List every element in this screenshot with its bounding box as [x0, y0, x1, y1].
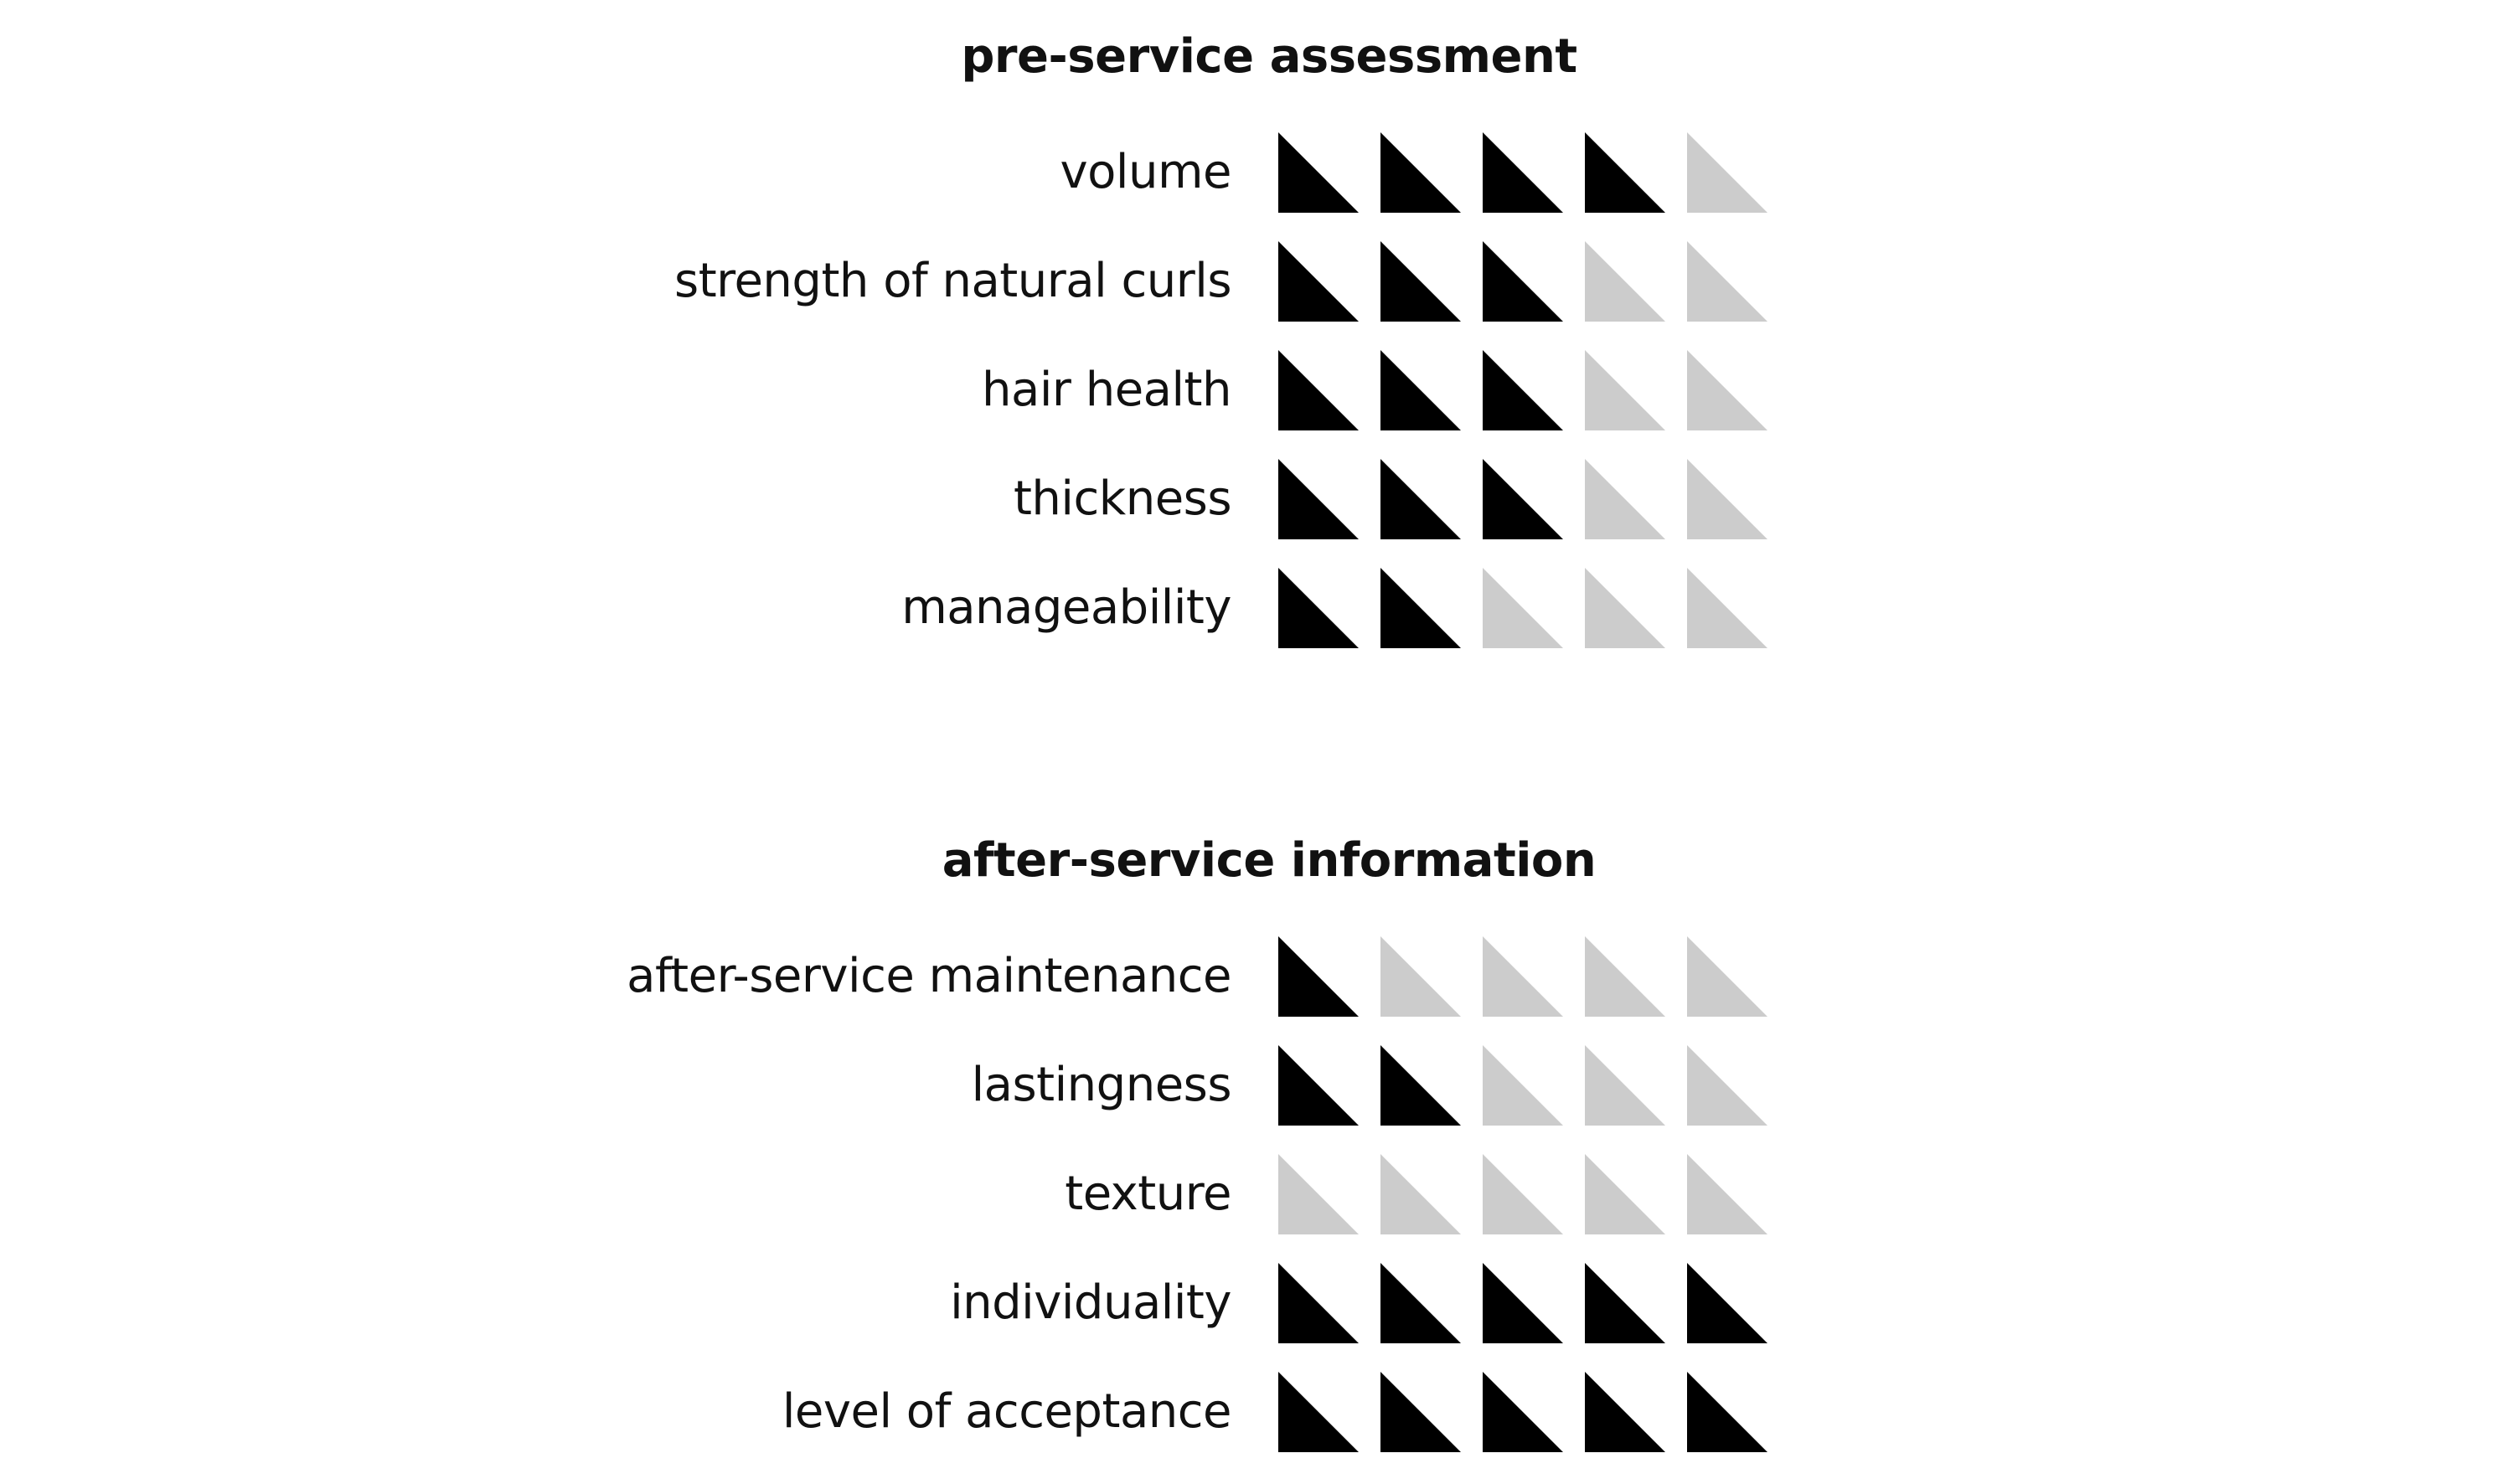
rating-triangle-filled-icon — [1585, 132, 1665, 213]
row-label: individuality — [950, 1275, 1231, 1330]
section-title-pre-service: pre-service assessment — [961, 29, 1577, 84]
rating-triangle-filled-icon — [1687, 1372, 1767, 1452]
rating-row-strength-of-natural-curls — [0, 241, 2513, 322]
row-label: level of acceptance — [782, 1384, 1231, 1439]
rating-triangle-empty-icon — [1687, 350, 1767, 430]
rating-triangle-empty-icon — [1380, 936, 1461, 1017]
rating-triangle-empty-icon — [1585, 241, 1665, 322]
rating-row-hair-health — [0, 350, 2513, 430]
rating-row-individuality — [0, 1263, 2513, 1343]
rating-row-level-of-acceptance — [0, 1372, 2513, 1452]
rating-triangle-filled-icon — [1483, 1372, 1563, 1452]
rating-triangle-empty-icon — [1585, 1154, 1665, 1234]
rating-triangle-empty-icon — [1585, 936, 1665, 1017]
rating-triangle-filled-icon — [1278, 459, 1359, 539]
rating-triangle-empty-icon — [1687, 132, 1767, 213]
row-label: volume — [1060, 145, 1231, 199]
rating-triangle-filled-icon — [1380, 350, 1461, 430]
rating-triangle-empty-icon — [1483, 1154, 1563, 1234]
rating-triangle-empty-icon — [1585, 350, 1665, 430]
rating-triangle-filled-icon — [1278, 132, 1359, 213]
rating-triangle-filled-icon — [1380, 568, 1461, 648]
rating-triangle-filled-icon — [1380, 459, 1461, 539]
rating-triangle-empty-icon — [1483, 568, 1563, 648]
rating-triangle-empty-icon — [1687, 1045, 1767, 1126]
row-label: manageability — [901, 580, 1231, 635]
row-label: hair health — [982, 363, 1231, 417]
rating-row-after-service-maintenance — [0, 936, 2513, 1017]
rating-triangle-filled-icon — [1278, 936, 1359, 1017]
rating-triangle-filled-icon — [1278, 1045, 1359, 1126]
rating-triangle-empty-icon — [1585, 459, 1665, 539]
rating-triangle-filled-icon — [1278, 568, 1359, 648]
rating-triangle-filled-icon — [1380, 132, 1461, 213]
rating-row-lastingness — [0, 1045, 2513, 1126]
rating-triangle-filled-icon — [1585, 1372, 1665, 1452]
rating-triangle-empty-icon — [1483, 1045, 1563, 1126]
rating-triangle-empty-icon — [1687, 1154, 1767, 1234]
rating-triangle-filled-icon — [1483, 1263, 1563, 1343]
rating-triangle-filled-icon — [1278, 241, 1359, 322]
rating-triangle-filled-icon — [1483, 459, 1563, 539]
rating-triangle-filled-icon — [1380, 1372, 1461, 1452]
row-label: thickness — [1013, 471, 1231, 526]
row-label: strength of natural curls — [674, 254, 1231, 308]
rating-triangle-empty-icon — [1687, 568, 1767, 648]
rating-triangle-empty-icon — [1278, 1154, 1359, 1234]
rating-triangle-filled-icon — [1278, 1372, 1359, 1452]
rating-row-texture — [0, 1154, 2513, 1234]
rating-triangle-filled-icon — [1380, 1045, 1461, 1126]
row-label: after-service maintenance — [627, 949, 1231, 1003]
rating-triangle-filled-icon — [1278, 350, 1359, 430]
section-title-after-service: after-service information — [942, 833, 1597, 888]
rating-triangle-empty-icon — [1687, 241, 1767, 322]
rating-triangle-filled-icon — [1585, 1263, 1665, 1343]
rating-row-volume — [0, 132, 2513, 213]
rating-triangle-filled-icon — [1278, 1263, 1359, 1343]
rating-row-thickness — [0, 459, 2513, 539]
rating-triangle-filled-icon — [1687, 1263, 1767, 1343]
row-label: texture — [1065, 1167, 1231, 1221]
rating-triangle-empty-icon — [1585, 568, 1665, 648]
rating-triangle-empty-icon — [1380, 1154, 1461, 1234]
rating-triangle-filled-icon — [1380, 241, 1461, 322]
row-label: lastingness — [971, 1058, 1231, 1112]
rating-triangle-filled-icon — [1483, 241, 1563, 322]
rating-triangle-filled-icon — [1380, 1263, 1461, 1343]
rating-row-manageability — [0, 568, 2513, 648]
rating-triangle-empty-icon — [1687, 936, 1767, 1017]
rating-triangle-empty-icon — [1585, 1045, 1665, 1126]
rating-triangle-filled-icon — [1483, 350, 1563, 430]
rating-triangle-empty-icon — [1483, 936, 1563, 1017]
rating-triangle-empty-icon — [1687, 459, 1767, 539]
rating-triangle-filled-icon — [1483, 132, 1563, 213]
